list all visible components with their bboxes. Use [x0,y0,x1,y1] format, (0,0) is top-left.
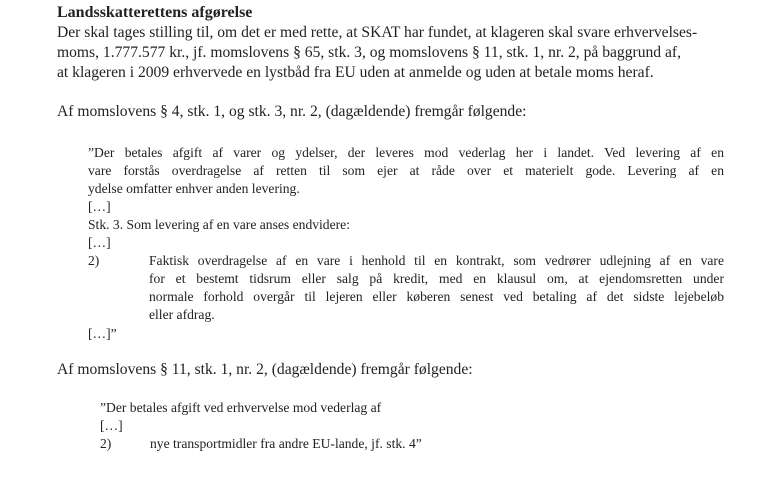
quote1-line-2: vare forstås overdragelse af retten til som ejer at råde over et materielt gode. Levering af en [88,163,724,178]
item-line-2: for et bestemt tidsrum eller salg på kredit, med en klausul om, at ejendomsretten under [149,271,724,286]
item-line-4: eller afdrag. [149,307,215,322]
ellipsis-2: […] [88,235,111,250]
quote2-item-text: nye transportmidler fra andre EU-lande, jf. stk. 4” [150,436,422,451]
intro-line-1: Der skal tages stilling til, om det er med rette, at SKAT har fundet, at klageren skal svare erhvervelses- [57,24,698,41]
quote1-line-3: ydelse omfatter enhver anden levering. [88,181,300,196]
quote1-closing: […]” [88,326,117,341]
quote2-ellipsis: […] [100,418,123,433]
intro-line-3: at klageren i 2009 erhvervede en lystbåd fra EU uden at anmelde og uden at betale moms heraf. [57,64,654,81]
quote1-line-1: ”Der betales afgift af varer og ydelser, der leveres mod vederlag her i landet. Ved levering af en [88,145,724,160]
item-number: 2) [88,253,100,268]
ellipsis-1: […] [88,199,111,214]
item-line-1: Faktisk overdragelse af en vare i henhold til en kontrakt, som vedrører udlejning af en vare [149,253,724,268]
quote2-item-number: 2) [100,436,112,451]
intro-line-2: moms, 1.777.577 kr., jf. momslovens § 65, stk. 3, og momslovens § 11, stk. 1, nr. 2, på baggrund af, [57,44,682,61]
section1-intro: Af momslovens § 4, stk. 1, og stk. 3, nr. 2, (dagældende) fremgår følgende: [57,103,527,120]
stk3-line: Stk. 3. Som levering af en vare anses endvidere: [88,217,350,232]
item-line-3: normale forhold overgår til lejeren eller køberen senest ved betaling af det sidste lejebeløb [149,289,724,304]
section2-intro: Af momslovens § 11, stk. 1, nr. 2, (dagældende) fremgår følgende: [57,361,473,378]
decision-heading: Landsskatterettens afgørelse [57,4,253,21]
quote2-line-1: ”Der betales afgift ved erhvervelse mod vederlag af [100,400,382,415]
